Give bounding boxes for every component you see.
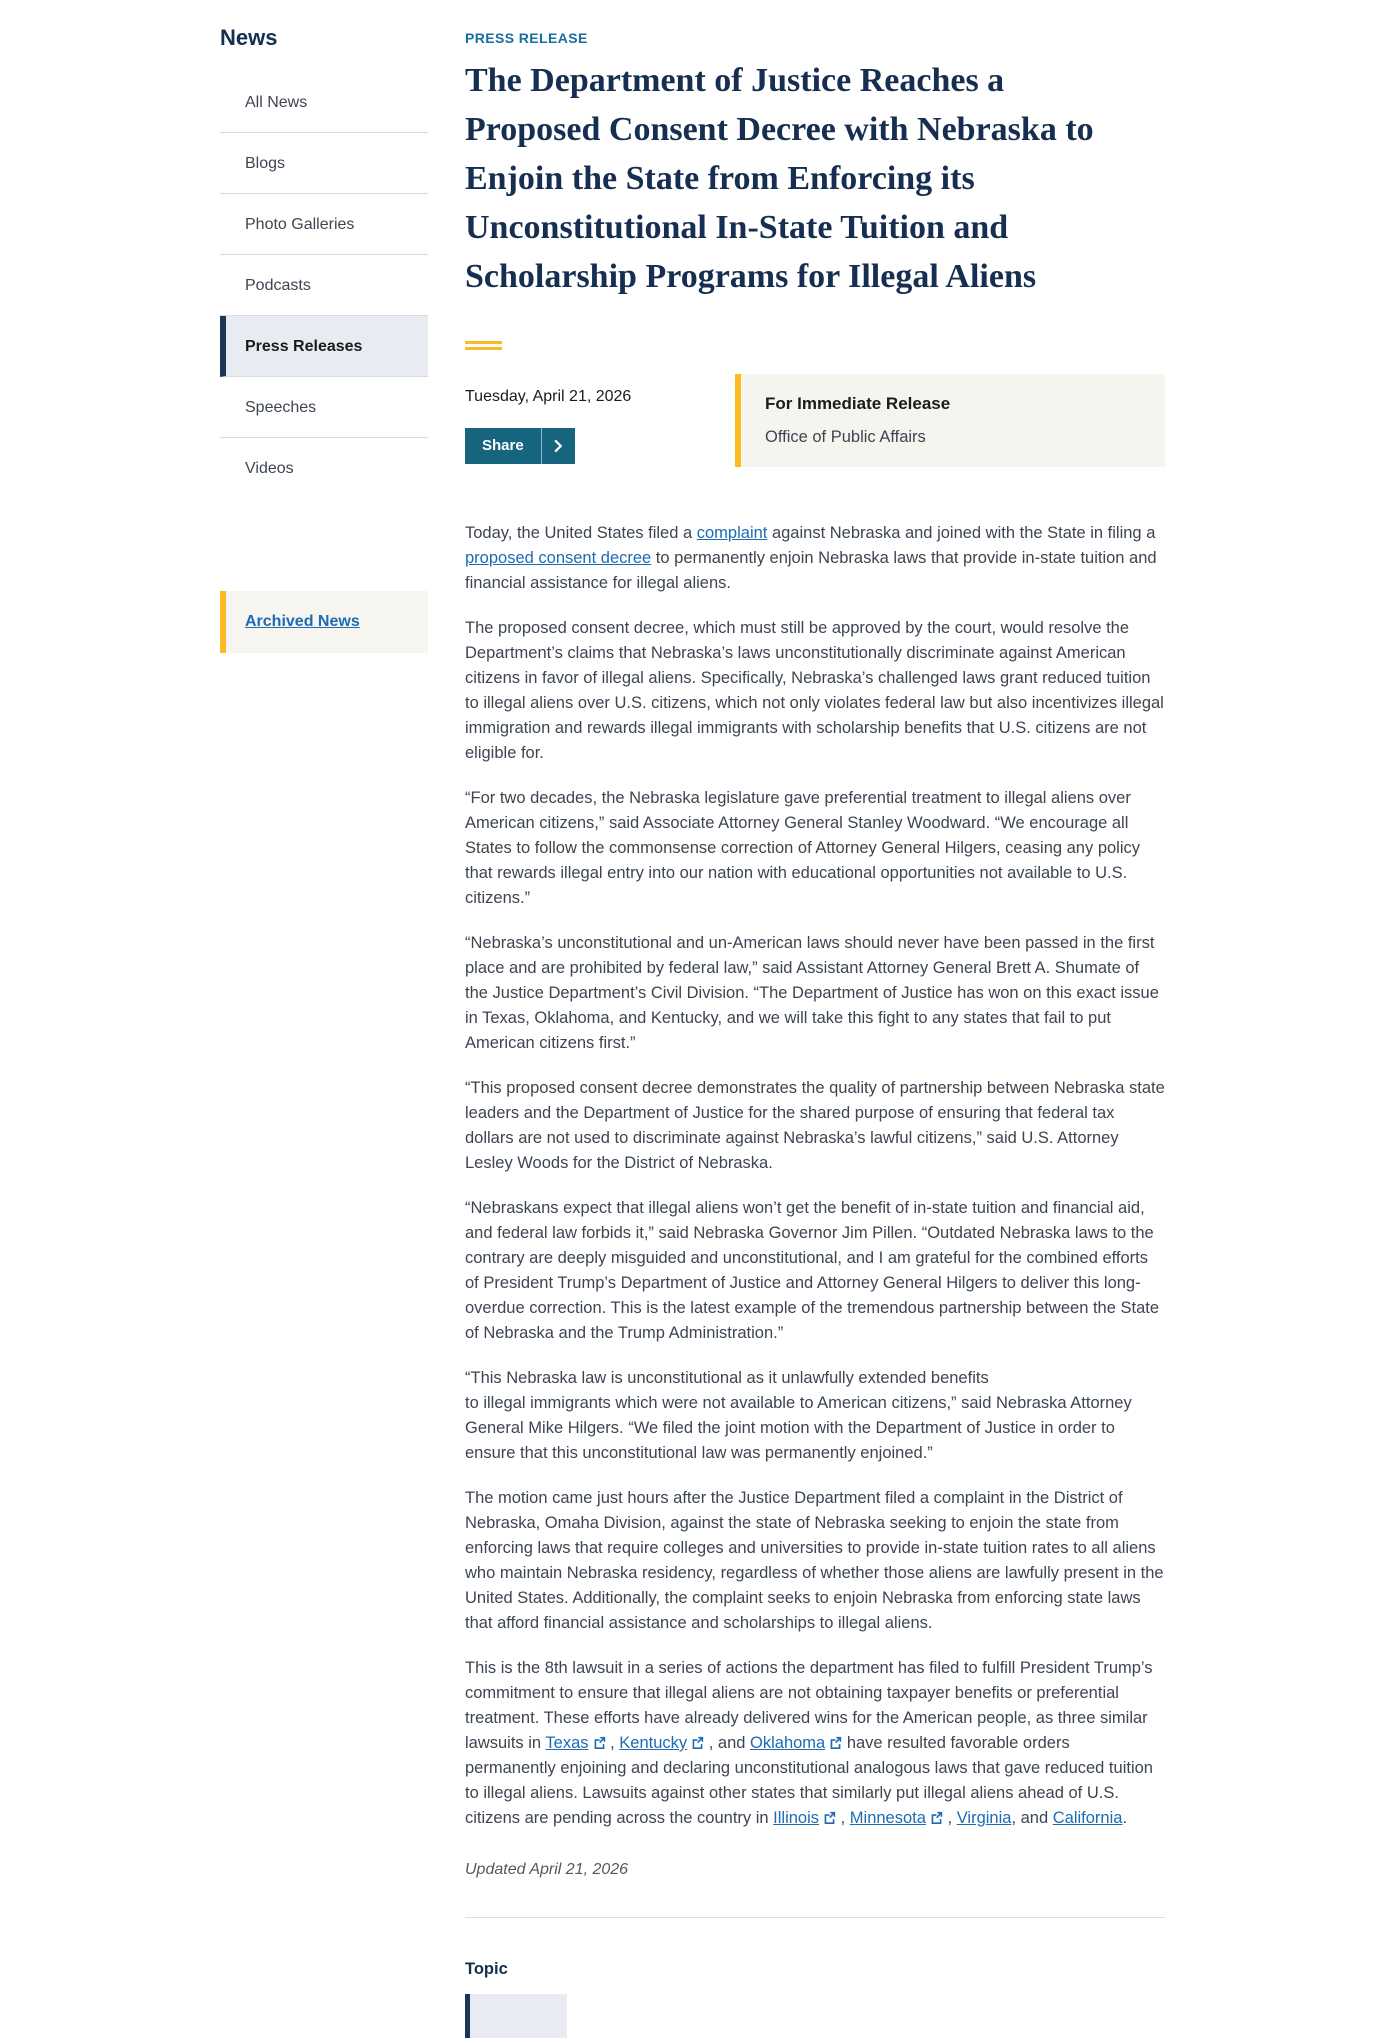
article-paragraph: Today, the United States filed a complaint against Nebraska and joined with the State in filing a proposed consent decree to permanently enjoin Nebraska laws that provide in-state tuition and financial assistance for illegal aliens.	[465, 524, 1157, 592]
inline-link-oklahoma[interactable]: Oklahoma	[750, 1734, 826, 1752]
news-sidebar	[220, 25, 428, 653]
article-meta-row	[465, 374, 1165, 467]
press-release-eyebrow: PRESS RELEASE	[465, 30, 588, 46]
external-link-icon	[593, 1736, 606, 1749]
section-divider	[465, 1917, 1165, 1918]
archived-news-box	[220, 591, 428, 653]
inline-link-kentucky[interactable]: Kentucky	[619, 1734, 688, 1752]
share-button-label: Share	[482, 437, 524, 454]
sidebar-item-photo-galleries[interactable]: Photo Galleries	[220, 194, 428, 255]
article-paragraph: “For two decades, the Nebraska legislature gave preferential treatment to illegal aliens over American citizens,” said Associate Attorney General Stanley Woodward. “We encourage all States to follow the commonsense correction of Attorney General Hilgers, ceasing any policy that rewards illegal entry into our nation with educational opportunities not available to U.S. citizens.”	[465, 789, 1141, 907]
sidebar-item-blogs[interactable]: Blogs	[220, 133, 428, 194]
topic-heading: Topic	[465, 1960, 508, 1978]
date-and-share	[465, 374, 735, 467]
release-type-label: For Immediate Release	[765, 394, 951, 413]
sidebar-item-podcasts[interactable]: Podcasts	[220, 255, 428, 316]
article-body	[465, 521, 1165, 1831]
sidebar-nav	[220, 72, 428, 499]
article-paragraph: The proposed consent decree, which must still be approved by the court, would resolve the Department’s claims that Nebraska’s laws unconstitutionally discriminate against American citizens in favor of illegal aliens. Specifically, Nebraska’s challenged laws grant reduced tuition to illegal aliens over U.S. citizens, which not only violates federal law but also incentivizes illegal immigration and rewards illegal immigrants with scholarship benefits that U.S. citizens are not eligible for.	[465, 619, 1164, 762]
for-immediate-release-callout	[735, 374, 1165, 467]
external-link-icon	[930, 1811, 943, 1824]
press-release-article	[465, 25, 1165, 2038]
inline-link-complaint[interactable]: complaint	[696, 524, 768, 542]
article-paragraph: “Nebraska’s unconstitutional and un-American laws should never have been passed in the first place and are prohibited by federal law,” said Assistant Attorney General Brett A. Shumate of the Justice Department’s Civil Division. “The Department of Justice has won on this exact issue in Texas, Oklahoma, and Kentucky, and we will take this fight to any states that fail to put American citizens first.”	[465, 934, 1159, 1052]
external-link-icon	[823, 1811, 836, 1824]
inline-link-texas[interactable]: Texas	[545, 1734, 589, 1752]
external-link-icon	[691, 1736, 704, 1749]
publish-date: Tuesday, April 21, 2026	[465, 388, 632, 405]
article-paragraph: “Nebraskans expect that illegal aliens won’t get the benefit of in-state tuition and financial aid, and federal law forbids it,” said Nebraska Governor Jim Pillen. “Outdated Nebraska laws to the contrary are deeply misguided and unconstitutional, and I am grateful for the combined efforts of President Trump’s Department of Justice and Attorney General Hilgers to deliver this long-overdue correction. This is the latest example of the tremendous partnership between the State of Nebraska and the Trump Administration.”	[465, 1199, 1160, 1342]
inline-link-illinois[interactable]: Illinois	[773, 1809, 820, 1827]
updated-date: Updated April 21, 2026	[465, 1861, 629, 1878]
sidebar-heading: News	[220, 25, 278, 50]
sidebar-item-videos[interactable]: Videos	[245, 460, 294, 477]
chevron-right-icon	[541, 428, 575, 464]
sidebar-item-speeches[interactable]: Speeches	[220, 377, 428, 438]
article-paragraph: “This proposed consent decree demonstrates the quality of partnership between Nebraska state leaders and the Department of Justice for the shared purpose of ensuring that federal tax dollars are not used to discriminate against Nebraska’s lawful citizens,” said U.S. Attorney Lesley Woods for the District of Nebraska.	[465, 1079, 1165, 1172]
article-paragraph: This is the 8th lawsuit in a series of actions the department has filed to fulfill President Trump’s commitment to ensure that illegal aliens are not obtaining taxpayer benefits or preferential treatment. These efforts have already delivered wins for the American people, as three similar lawsuits in Texas , Kentucky , and Oklahoma have resulted favorable orders permanently enjoining and declaring unconstitutional analogous laws that gave reduced tuition to illegal aliens. Lawsuits against other states that similarly put illegal aliens ahead of U.S. citizens are pending across the country in Illinois , Minnesota , Virginia, and California.	[465, 1659, 1153, 1827]
article-paragraph: The motion came just hours after the Justice Department filed a complaint in the District of Nebraska, Omaha Division, against the state of Nebraska seeking to enjoin the state from enforcing laws that require colleges and universities to provide in-state tuition rates to all aliens who maintain Nebraska residency, regardless of whether those aliens are lawfully present in the United States. Additionally, the complaint seeks to enjoin Nebraska from enforcing state laws that afford financial assistance and scholarships to illegal aliens.	[465, 1489, 1164, 1632]
external-link-icon	[829, 1736, 842, 1749]
share-button[interactable]	[465, 428, 575, 464]
topic-tag[interactable]	[465, 1994, 567, 2038]
inline-link-proposed-consent-decree[interactable]: proposed consent decree	[465, 549, 652, 567]
archived-news-link[interactable]: Archived News	[245, 613, 360, 630]
inline-link-minnesota[interactable]: Minnesota	[849, 1809, 926, 1827]
page-title: The Department of Justice Reaches a Proposed Consent Decree with Nebraska to Enjoin the State from Enforcing its Unconstitutional In-State Tuition and Scholarship Programs for Illegal Aliens	[465, 62, 1094, 295]
inline-link-california[interactable]: California	[1052, 1809, 1123, 1827]
article-paragraph: “This Nebraska law is unconstitutional as it unlawfully extended benefits to illegal immigrants which were not available to American citizens,” said Nebraska Attorney General Mike Hilgers. “We filed the joint motion with the Department of Justice in order to ensure that this unconstitutional law was permanently enjoined.”	[465, 1369, 1132, 1462]
office-label: Office of Public Affairs	[765, 428, 926, 446]
inline-link-virginia[interactable]: Virginia	[956, 1809, 1012, 1827]
sidebar-item-all-news[interactable]: All News	[220, 72, 428, 133]
gold-double-rule	[465, 341, 502, 350]
sidebar-item-press-releases[interactable]: Press Releases	[220, 316, 428, 377]
